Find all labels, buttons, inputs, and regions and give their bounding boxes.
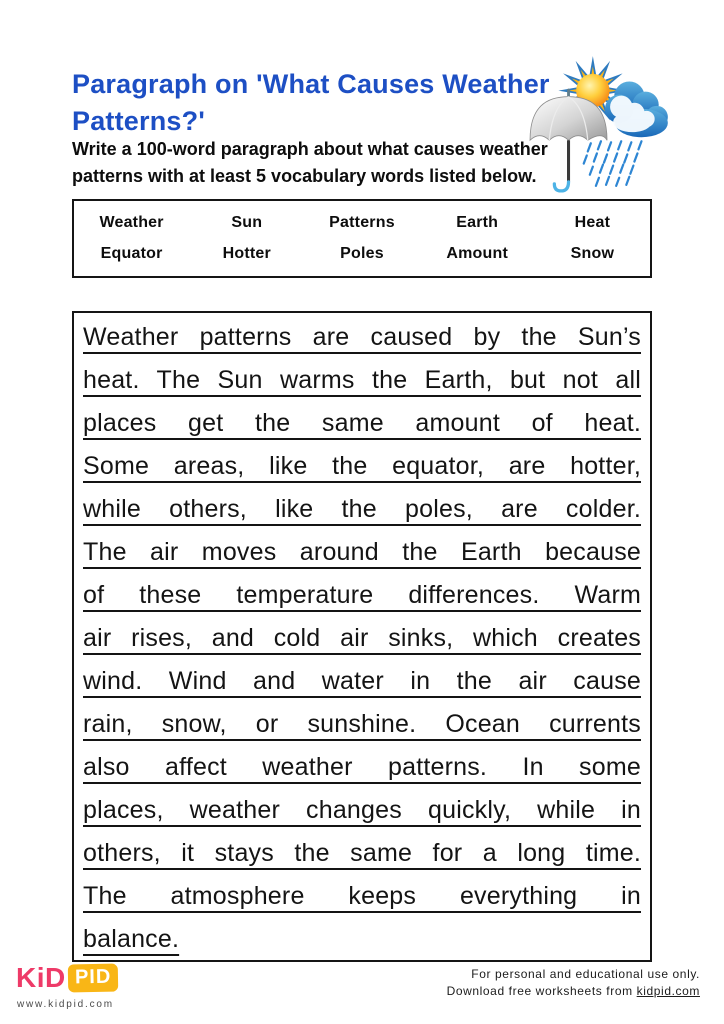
- vocabulary-word: Poles: [340, 245, 384, 262]
- paragraph-line: Weather patterns are caused by the Sun’s: [83, 323, 641, 351]
- paragraph-line: while others, like the poles, are colder.: [83, 495, 641, 523]
- paragraph-line: of these temperature differences. Warm: [83, 581, 641, 609]
- vocabulary-word: Earth: [456, 214, 499, 231]
- footer-note: [447, 966, 700, 1000]
- paragraph-line: heat. The Sun warms the Earth, but not all: [83, 366, 641, 394]
- kidpid-logo: [16, 962, 118, 994]
- paragraph-line: wind. Wind and water in the air cause: [83, 667, 641, 695]
- kidpid-logo-kid-text: KiD: [16, 962, 66, 993]
- paragraph-line: The atmosphere keeps everything in: [83, 882, 641, 910]
- paragraph-line: places get the same amount of heat.: [83, 409, 641, 437]
- vocabulary-word: Snow: [570, 245, 615, 262]
- paragraph-line: Some areas, like the equator, are hotter,: [83, 452, 641, 480]
- instructions-line1: Write a 100-word paragraph about what causes weather: [72, 139, 548, 159]
- sun-rain-cloud-umbrella-icon: [526, 44, 682, 196]
- paragraph-writing-box: [72, 311, 652, 962]
- footer-download-note: [447, 983, 700, 1000]
- kidpid-link[interactable]: kidpid.com: [636, 984, 700, 998]
- vocabulary-word: Amount: [446, 245, 509, 262]
- vocabulary-word: Heat: [574, 214, 611, 231]
- paragraph-line: balance.: [83, 925, 180, 953]
- vocabulary-box: [72, 199, 652, 278]
- kidpid-website-url: www.kidpid.com: [17, 999, 114, 1010]
- paragraph-line: others, it stays the same for a long time.: [83, 839, 641, 867]
- vocabulary-row-1: [74, 214, 650, 232]
- paragraph-line: also affect weather patterns. In some: [83, 753, 641, 781]
- page-title: [72, 66, 572, 140]
- footer-download-prefix: Download free worksheets from: [446, 984, 637, 998]
- footer-usage-note: For personal and educational use only.: [471, 967, 700, 981]
- kidpid-logo-pid-badge: PID: [67, 964, 118, 993]
- paragraph-line: air rises, and cold air sinks, which creates: [83, 624, 641, 652]
- vocabulary-row-2: [74, 245, 650, 263]
- paragraph-line: rain, snow, or sunshine. Ocean currents: [83, 710, 641, 738]
- instructions-line2: patterns with at least 5 vocabulary words listed below.: [72, 166, 537, 186]
- paragraph-line: places, weather changes quickly, while in: [83, 796, 641, 824]
- vocabulary-word: Hotter: [222, 245, 271, 262]
- vocabulary-word: Equator: [100, 245, 163, 262]
- page-title-line2: Patterns?': [72, 106, 205, 136]
- instructions-text: [72, 136, 572, 190]
- vocabulary-word: Sun: [231, 214, 263, 231]
- page-title-line1: Paragraph on 'What Causes Weather: [72, 69, 550, 99]
- vocabulary-word: Patterns: [329, 214, 395, 231]
- paragraph-line: The air moves around the Earth because: [83, 538, 641, 566]
- vocabulary-word: Weather: [99, 214, 164, 231]
